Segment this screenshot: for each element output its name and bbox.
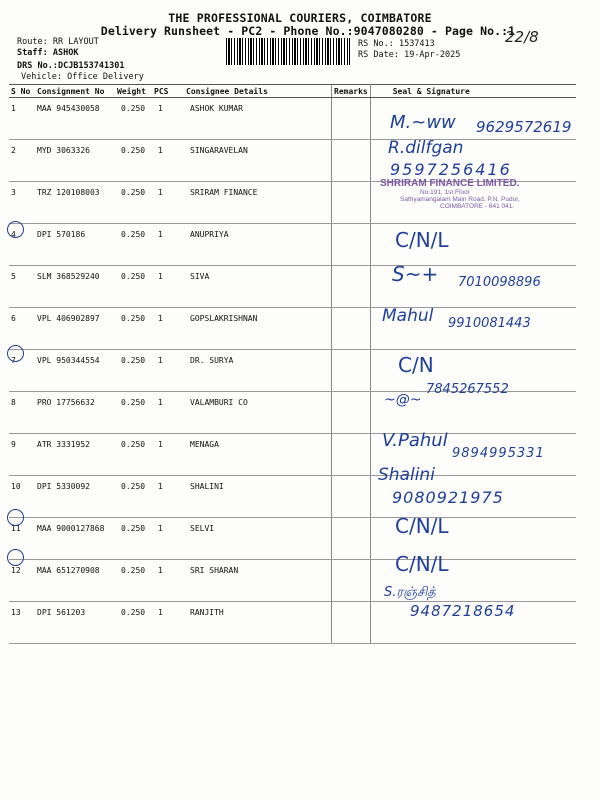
row-consignee: SRIRAM FINANCE bbox=[184, 182, 332, 224]
row-sno: 7 bbox=[9, 350, 35, 392]
row-12-note: C/N/L bbox=[395, 552, 449, 576]
row-remarks-cell bbox=[332, 182, 371, 224]
row-weight: 0.250 bbox=[115, 350, 152, 392]
row-6-signature: Mahul bbox=[382, 306, 434, 326]
row-2-phone: 9597256416 bbox=[390, 160, 512, 179]
row-9-phone: 9894995331 bbox=[452, 446, 545, 461]
row-consignment-no: DPI 570186 bbox=[35, 224, 115, 266]
row-13-signature: S.ரஞ்சித் bbox=[384, 585, 436, 600]
col-consignee: Consignee Details bbox=[184, 85, 332, 98]
row-pcs: 1 bbox=[152, 224, 184, 266]
row-consignment-no: MAA 651270908 bbox=[35, 560, 115, 602]
row-weight: 0.250 bbox=[115, 602, 152, 644]
row-pcs: 1 bbox=[152, 518, 184, 560]
company-title: THE PROFESSIONAL COURIERS, COIMBATORE bbox=[168, 11, 432, 25]
table-header-row bbox=[9, 85, 576, 98]
row-consignment-no: MAA 945430058 bbox=[35, 98, 115, 140]
handwritten-count: 22/8 bbox=[505, 28, 539, 46]
shriram-finance-stamp bbox=[380, 178, 520, 210]
row-pcs: 1 bbox=[152, 602, 184, 644]
row-sno: 4 bbox=[9, 224, 35, 266]
col-consignment: Consignment No bbox=[35, 85, 115, 98]
staff-line bbox=[17, 48, 78, 58]
rs-date-line bbox=[358, 50, 460, 60]
row-remarks-cell bbox=[332, 434, 371, 476]
row-remarks-cell bbox=[332, 224, 371, 266]
row-weight: 0.250 bbox=[115, 392, 152, 434]
staff-value: ASHOK bbox=[52, 48, 79, 58]
rs-no-value: 1537413 bbox=[398, 39, 435, 49]
row-weight: 0.250 bbox=[115, 476, 152, 518]
row-remarks-cell bbox=[332, 602, 371, 644]
row-pcs: 1 bbox=[152, 350, 184, 392]
drs-line bbox=[17, 61, 124, 71]
row-10-phone: 9080921975 bbox=[392, 488, 504, 507]
route-value: RR LAYOUT bbox=[52, 37, 99, 47]
row-weight: 0.250 bbox=[115, 182, 152, 224]
row-8-phone: 7845267552 bbox=[426, 382, 509, 397]
vehicle-value: Office Delivery bbox=[67, 72, 144, 82]
row-remarks-cell bbox=[332, 518, 371, 560]
row-pcs: 1 bbox=[152, 308, 184, 350]
row-9-signature: V.Pahul bbox=[382, 430, 448, 451]
row-pcs: 1 bbox=[152, 560, 184, 602]
row-consignee: ASHOK KUMAR bbox=[184, 98, 332, 140]
row-1-signature: M.~ww bbox=[390, 112, 456, 133]
row-weight: 0.250 bbox=[115, 140, 152, 182]
row-10-signature: Shalini bbox=[378, 465, 435, 485]
row-remarks-cell bbox=[332, 392, 371, 434]
row-consignee: SIVA bbox=[184, 266, 332, 308]
row-sno: 13 bbox=[9, 602, 35, 644]
row-remarks-cell bbox=[332, 476, 371, 518]
row-consignment-no: SLM 368529240 bbox=[35, 266, 115, 308]
table-row bbox=[9, 224, 576, 266]
route-line bbox=[17, 37, 99, 47]
row-weight: 0.250 bbox=[115, 98, 152, 140]
row-sno: 8 bbox=[9, 392, 35, 434]
row-sno: 9 bbox=[9, 434, 35, 476]
row-consignment-no: ATR 3331952 bbox=[35, 434, 115, 476]
col-pcs: PCS bbox=[152, 85, 184, 98]
row-pcs: 1 bbox=[152, 140, 184, 182]
row-weight: 0.250 bbox=[115, 308, 152, 350]
row-sno: 12 bbox=[9, 560, 35, 602]
stamp-line1: No.191, 1st Floor bbox=[420, 189, 470, 196]
stamp-line2: Sathyamangalam Main Road, P.N. Pudur, bbox=[400, 196, 520, 203]
row-11-circle-mark bbox=[7, 509, 24, 526]
row-pcs: 1 bbox=[152, 434, 184, 476]
rs-date-label: RS Date: bbox=[358, 50, 399, 60]
row-weight: 0.250 bbox=[115, 434, 152, 476]
row-weight: 0.250 bbox=[115, 518, 152, 560]
col-remarks: Remarks bbox=[332, 85, 371, 98]
row-pcs: 1 bbox=[152, 266, 184, 308]
staff-label: Staff: bbox=[17, 48, 48, 58]
row-sno: 1 bbox=[9, 98, 35, 140]
row-sno: 2 bbox=[9, 140, 35, 182]
row-5-signature: S~+ bbox=[392, 262, 439, 286]
table-row bbox=[9, 518, 576, 560]
row-weight: 0.250 bbox=[115, 560, 152, 602]
row-8-signature: ~@~ bbox=[384, 392, 422, 408]
drs-value: DCJB153741301 bbox=[57, 61, 125, 71]
row-consignee: GOPSLAKRISHNAN bbox=[184, 308, 332, 350]
row-consignment-no: VPL 406902897 bbox=[35, 308, 115, 350]
row-remarks-cell bbox=[332, 308, 371, 350]
row-consignee: SINGARAVELAN bbox=[184, 140, 332, 182]
row-consignee: SHALINI bbox=[184, 476, 332, 518]
col-weight: Weight bbox=[115, 85, 152, 98]
row-consignment-no: TRZ 120108003 bbox=[35, 182, 115, 224]
rs-no-label: RS No.: bbox=[358, 39, 394, 49]
route-label: Route: bbox=[17, 37, 48, 47]
row-4-note: C/N/L bbox=[395, 228, 449, 252]
stamp-line3: COIMBATORE - 641 041. bbox=[440, 203, 515, 210]
row-6-phone: 9910081443 bbox=[448, 316, 531, 331]
row-remarks-cell bbox=[332, 140, 371, 182]
row-consignee: MENAGA bbox=[184, 434, 332, 476]
table-row bbox=[9, 392, 576, 434]
row-remarks-cell bbox=[332, 560, 371, 602]
col-seal-signature: Seal & Signature bbox=[370, 85, 576, 98]
vehicle-label: Vehicle: bbox=[21, 72, 62, 82]
drs-label: DRS No.: bbox=[17, 61, 58, 71]
row-remarks-cell bbox=[332, 98, 371, 140]
row-remarks-cell bbox=[332, 350, 371, 392]
row-2-signature: R.dilfgan bbox=[388, 138, 464, 158]
rs-no-line bbox=[358, 39, 435, 49]
row-11-note: C/N/L bbox=[395, 514, 449, 538]
row-pcs: 1 bbox=[152, 476, 184, 518]
stamp-name: SHRIRAM FINANCE LIMITED. bbox=[380, 178, 520, 189]
runsheet-subtitle: Delivery Runsheet - PC2 - Phone No.:9047080280 - Page No.:1 bbox=[100, 24, 516, 38]
row-5-phone: 7010098896 bbox=[458, 275, 541, 290]
row-consignee: SRI SHARAN bbox=[184, 560, 332, 602]
row-sno: 11 bbox=[9, 518, 35, 560]
row-consignee: VALAMBURI CO bbox=[184, 392, 332, 434]
row-consignment-no: MAA 9000127868 bbox=[35, 518, 115, 560]
row-consignment-no: MYD 3063326 bbox=[35, 140, 115, 182]
row-13-phone: 9487218654 bbox=[410, 602, 516, 620]
row-consignee: SELVI bbox=[184, 518, 332, 560]
row-consignment-no: DPI 5330092 bbox=[35, 476, 115, 518]
row-1-phone: 9629572619 bbox=[476, 118, 572, 136]
row-weight: 0.250 bbox=[115, 266, 152, 308]
row-consignee: ANUPRIYA bbox=[184, 224, 332, 266]
row-sno: 5 bbox=[9, 266, 35, 308]
row-7-circle-mark bbox=[7, 345, 24, 362]
row-consignment-no: DPI 561203 bbox=[35, 602, 115, 644]
rs-date-value: 19-Apr-2025 bbox=[404, 50, 461, 60]
row-consignee: RANJITH bbox=[184, 602, 332, 644]
col-sno: S No bbox=[9, 85, 35, 98]
vehicle-line bbox=[21, 72, 144, 82]
barcode bbox=[226, 38, 350, 65]
row-4-circle-mark bbox=[7, 221, 24, 238]
row-pcs: 1 bbox=[152, 182, 184, 224]
row-sno: 6 bbox=[9, 308, 35, 350]
table-row bbox=[9, 560, 576, 602]
row-consignee: DR. SURYA bbox=[184, 350, 332, 392]
row-sno: 10 bbox=[9, 476, 35, 518]
row-weight: 0.250 bbox=[115, 224, 152, 266]
row-12-circle-mark bbox=[7, 549, 24, 566]
row-sno: 3 bbox=[9, 182, 35, 224]
row-consignment-no: PRO 17756632 bbox=[35, 392, 115, 434]
row-consignment-no: VPL 950344554 bbox=[35, 350, 115, 392]
row-remarks-cell bbox=[332, 266, 371, 308]
row-7-note: C/N bbox=[398, 353, 434, 377]
row-pcs: 1 bbox=[152, 392, 184, 434]
row-pcs: 1 bbox=[152, 98, 184, 140]
